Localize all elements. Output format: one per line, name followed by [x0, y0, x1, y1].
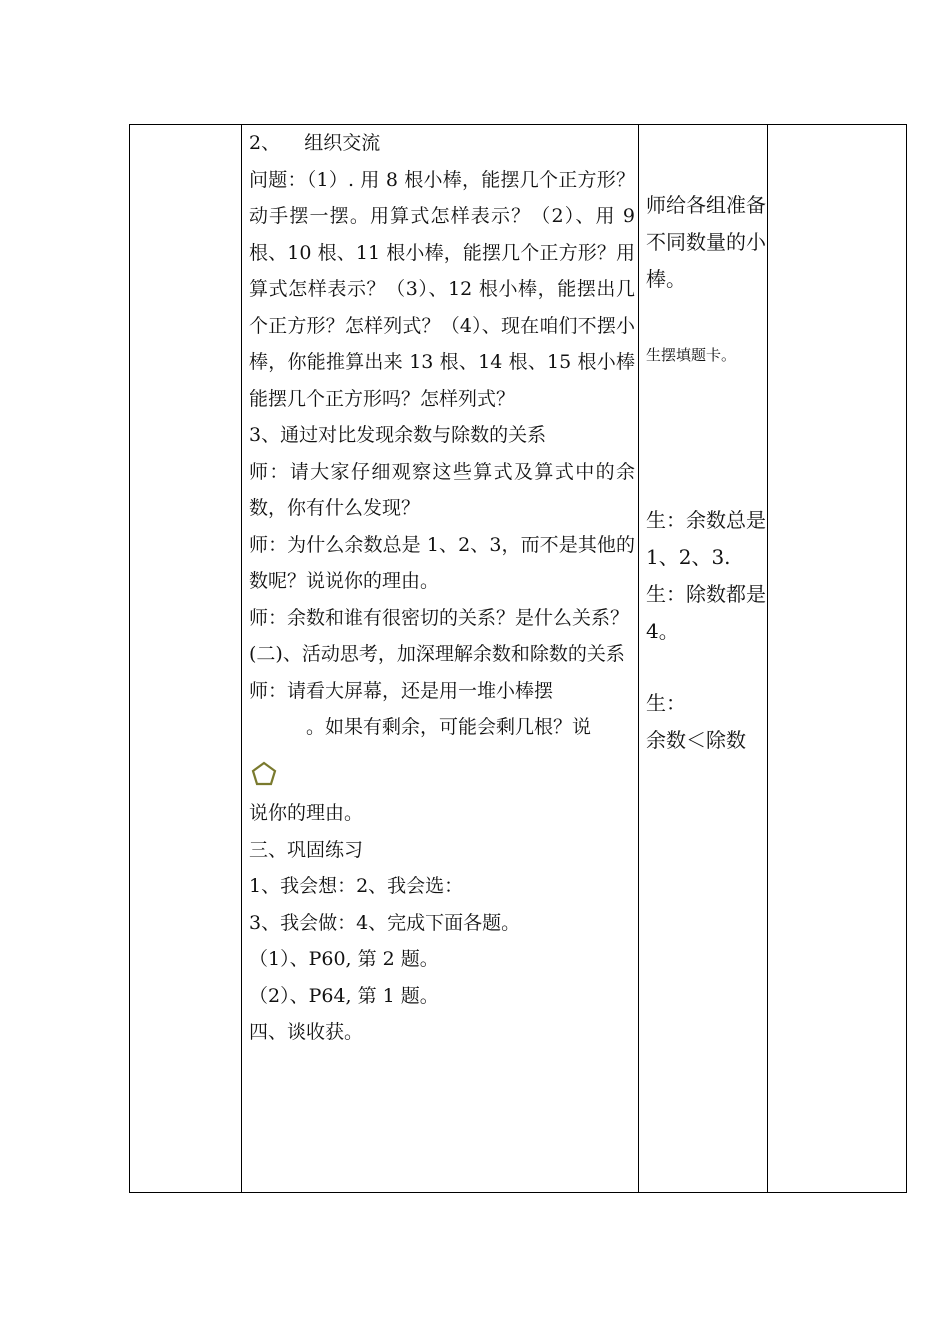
teacher-line: 。如果有剩余，可能会剩几根？说 — [306, 716, 592, 738]
teacher-line: 师：余数和谁有很密切的关系？是什么关系？ — [249, 606, 630, 629]
exercise-line: （2）、P64, 第 1 题。 — [249, 984, 439, 1007]
exercise-line: 3、我会做：4、完成下面各题。 — [249, 911, 521, 934]
section-heading: 3、通过对比发现余数与除数的关系 — [249, 424, 547, 446]
student-answer: 余数＜除数 — [646, 728, 746, 752]
student-answer: 生：除数都是 4。 — [646, 582, 766, 643]
teacher-prep-note: 师给各组准备不同数量的小棒。 — [646, 193, 766, 291]
teacher-line: 师：为什么余数总是 1、2、3，而不是其他的数呢？说说你的理由。 — [249, 533, 635, 592]
student-answer: 生：余数总是 1、2、3. — [646, 508, 766, 569]
teacher-line: 师：请看大屏幕，还是用一堆小棒摆 — [249, 679, 554, 702]
lesson-table — [129, 124, 907, 1193]
student-answer-block — [646, 685, 766, 759]
pentagon-line — [249, 709, 635, 783]
teacher-line: 师：请大家仔细观察这些算式及算式中的余数，你有什么发现？ — [249, 460, 635, 519]
student-card-note: 生摆填题卡。 — [646, 346, 737, 364]
column-divider — [638, 125, 639, 1192]
column-divider — [767, 125, 768, 1192]
section-heading: 四、谈收获。 — [249, 1021, 364, 1043]
column-divider — [241, 125, 242, 1192]
exercise-line: 1、我会想：2、我会选： — [249, 875, 464, 897]
student-answer: 生： — [646, 691, 686, 715]
teaching-process-column — [249, 125, 635, 1051]
section-heading: 2、 组织交流 — [249, 132, 381, 154]
student-activity-note — [646, 337, 766, 374]
teacher-line: 说你的理由。 — [249, 802, 364, 824]
student-answer-block — [646, 502, 766, 650]
question-paragraph: 问题：（1）. 用 8 根小棒，能摆几个正方形？动手摆一摆。用算式怎样表示？（2）、用 9 根、10 根、11 根小棒，能摆几个正方形？用算式怎样表示？（3）、12 根小棒，能摆出几个正方形？怎样列式？（4）、现在咱们不摆小棒，你能推算出来 13 根、14 根、15 根小棒能摆几个正方形吗？怎样列式？ — [249, 168, 635, 410]
pentagon-icon — [251, 761, 277, 787]
section-heading: 三、巩固练习 — [249, 838, 364, 861]
section-heading: (二)、活动思考，加深理解余数和除数的关系 — [249, 643, 625, 665]
student-activity-column — [646, 187, 766, 298]
exercise-line: （1）、P60, 第 2 题。 — [249, 948, 439, 970]
